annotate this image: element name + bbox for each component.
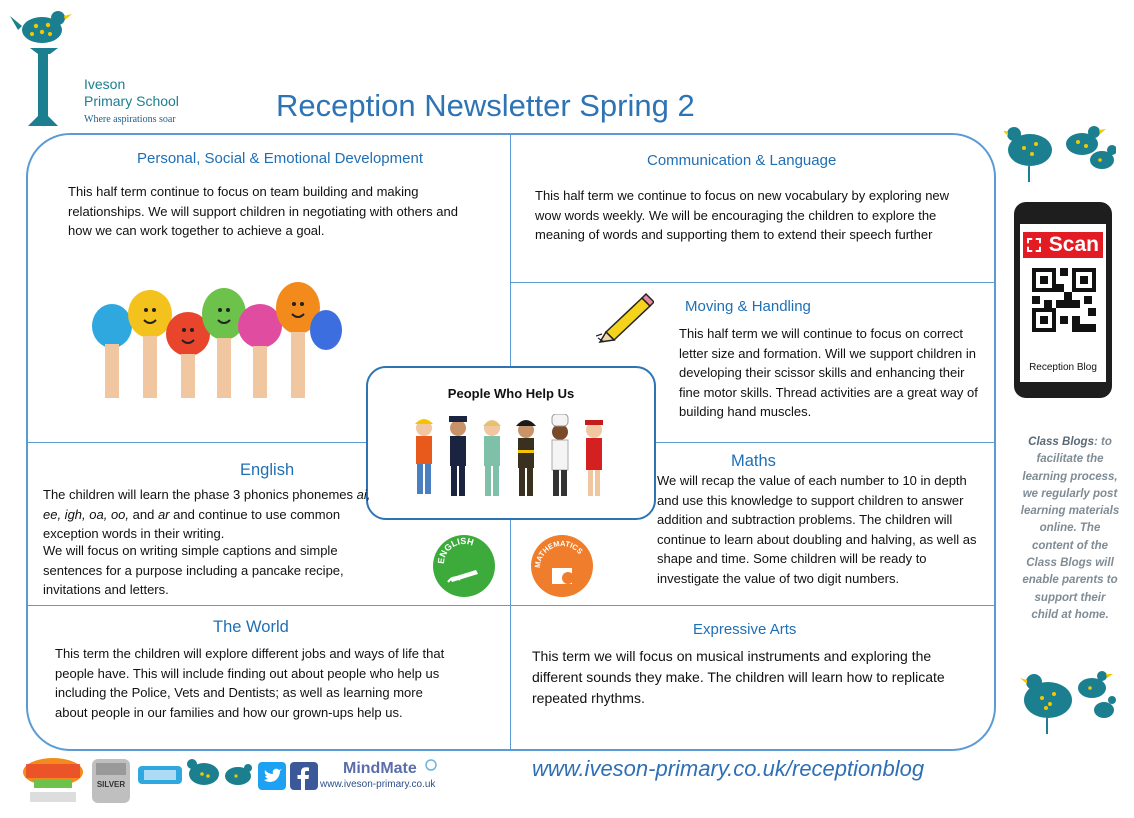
section-text-moving: This half term we will continue to focus on correct letter size and formation. Will we support children in developing their scissor skills and enhancing their fine motor skills. Thread activities are a great way of building hand muscles.: [679, 326, 978, 419]
page-title: Reception Newsletter Spring 2: [276, 88, 695, 123]
twitter-icon[interactable]: [258, 762, 286, 790]
english-badge-icon: [432, 534, 496, 598]
class-blogs-text: : to facilitate the learning process, we regularly post learning materials online. The content of the Class Blogs will enable parents to support their child at home.: [1020, 436, 1120, 621]
bird-on-i-logo-icon: [8, 8, 88, 133]
english-badge: [432, 534, 496, 598]
school-name-line2: Primary School: [84, 93, 179, 109]
section-text-maths: We will recap the value of each number to 10 in depth and use this knowledge to support children to answer addition and subtraction problems. The children will continue to learn about doubling and halving, as well as shape and time. Some children will be ready to investigate the value of two digit numbers.: [657, 473, 977, 586]
section-title-english: English: [240, 461, 295, 479]
people-who-help-us-box: [366, 366, 656, 520]
school-games-silver-icon: [90, 757, 132, 805]
english-text-before: The children will learn the phase 3 phonics phonemes: [43, 487, 357, 502]
scan-banner: [1023, 232, 1103, 258]
class-blogs-note: [1020, 434, 1120, 624]
english-phoneme-last: ar: [157, 506, 170, 522]
phone-label: Reception Blog: [1029, 362, 1097, 373]
active-schools-logo-icon: [20, 756, 86, 806]
facebook-icon[interactable]: [290, 762, 318, 790]
painted-hands-icon: [90, 264, 344, 398]
section-text-english-2: We will focus on writing simple captions and simple sentences for a purpose including a pancake recipe, invitations and letters.: [43, 543, 344, 597]
section-title-psed: Personal, Social & Emotional Development: [137, 150, 423, 167]
section-title-moving: Moving & Handling: [685, 298, 811, 315]
pencil-icon: [596, 292, 654, 344]
divider-moving-maths: [656, 442, 995, 443]
divider-bottom-row: [27, 605, 995, 606]
school-name: [84, 76, 179, 110]
section-text-world: This term the children will explore different jobs and ways of life that people have. This will include finding out about people who help us including the Police, Vets and Dentists; as well as learning more about people in our families and how our grown-ups help us.: [55, 646, 445, 720]
phone-qr-code[interactable]: [1014, 202, 1112, 398]
scan-label: Scan: [1048, 233, 1099, 256]
qr-code-icon: [1032, 268, 1096, 332]
section-text-arts: This term we will focus on musical instruments and exploring the different sounds they make. The children will learn how to replicate repeated rhythms.: [532, 648, 945, 706]
english-phonemes: ai, ee, igh, oa, oo,: [43, 487, 371, 522]
mindmate-bubble-icon: [424, 758, 438, 772]
section-title-arts: Expressive Arts: [693, 621, 797, 638]
section-text-communication: This half term we continue to focus on new vocabulary by exploring new wow words weekly. We will be encouraging the children to explore the meaning of words and supporting them to extend their speech further: [535, 188, 950, 242]
maths-badge-label: MATHEMATICS: [532, 538, 585, 569]
scan-frame-icon: [1027, 238, 1041, 252]
birds-bottom-icon: [1018, 664, 1118, 734]
painted-hands-image: [90, 264, 344, 398]
reception-blog-url[interactable]: www.iveson-primary.co.uk/receptionblog: [532, 756, 925, 781]
people-who-help-us-icon: [408, 414, 622, 500]
english-badge-label: ENGLISH: [435, 535, 475, 565]
phone-screen: [1020, 224, 1106, 382]
school-tagline: Where aspirations soar: [84, 114, 176, 125]
english-and: and: [129, 506, 158, 522]
mindmate-logo: MindMate: [343, 760, 417, 777]
birds-top-icon: [1004, 120, 1116, 184]
section-title-communication: Communication & Language: [647, 152, 837, 169]
divider-communication-moving: [511, 282, 995, 283]
section-text-psed: This half term continue to focus on team building and making relationships. We will support children in negotiating with others and how we can work together to achieve a goal.: [68, 184, 458, 238]
footer-school-site[interactable]: www.iveson-primary.co.uk: [320, 779, 436, 790]
silver-label: SILVER: [96, 780, 126, 789]
section-title-maths: Maths: [731, 452, 776, 470]
pencil-image: [596, 292, 654, 344]
footer-birds-icon: [186, 758, 256, 790]
center-box-title: People Who Help Us: [447, 386, 575, 401]
maths-badge: [530, 534, 594, 598]
english-text-after: and continue to use common exception words in their writing.: [43, 506, 341, 541]
maths-of-the-day-logo-icon: [136, 760, 184, 790]
school-logo: [8, 8, 208, 128]
divider-psed-english: [27, 442, 367, 443]
section-text-english: [43, 485, 378, 544]
maths-badge-icon: [530, 534, 594, 598]
section-title-world: The World: [213, 618, 289, 636]
school-name-line1: Iveson: [84, 76, 126, 92]
class-blogs-lead: Class Blogs: [1028, 436, 1094, 448]
